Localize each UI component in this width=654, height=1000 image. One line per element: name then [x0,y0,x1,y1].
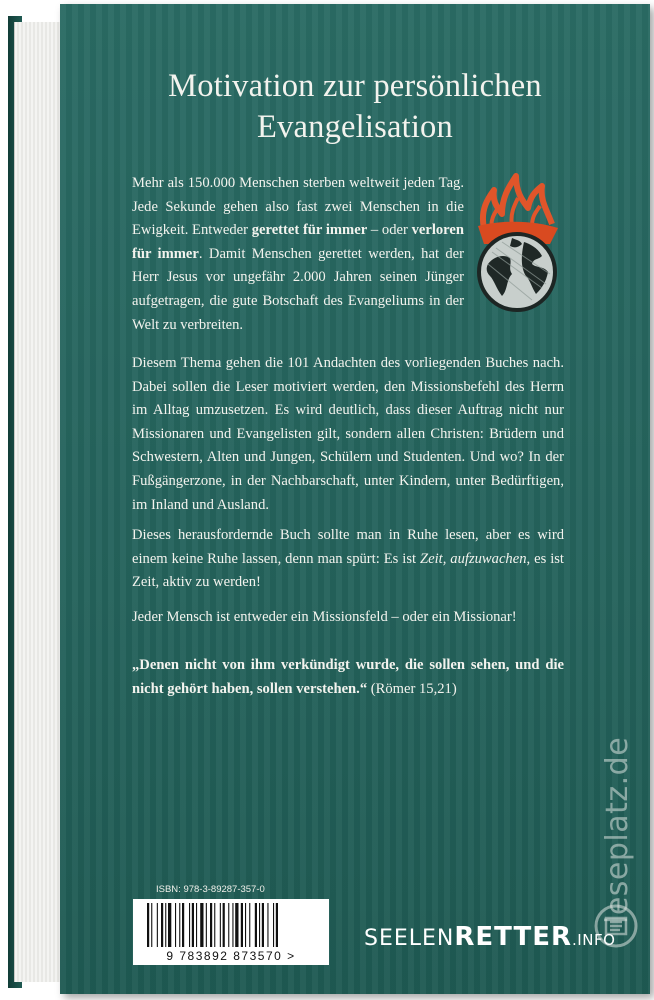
paragraph-challenge [132,524,564,595]
publisher-part-seelen: SEELEN [364,926,455,951]
challenge-text-a: Dieses herausfordernde Buch sollte man in Ruhe lesen, aber es wird einem keine Ruhe lassen, denn man spürt: Es ist [132,527,564,567]
intro-text-c: – oder [367,222,412,239]
intro-bold-saved: gerettet für immer [251,222,368,239]
title-line-2: Evangelisation [257,109,453,145]
title-line-1: Motivation zur persönlichen [168,68,542,104]
isbn-label: ISBN: 978-3-89287-357-0 [156,884,265,895]
publisher-part-info: .INFO [572,931,616,949]
intro-text-a: Mehr als 150.000 Menschen sterben weltweit jeden Tag. Jede Sekunde gehen also fast zwei Menschen in die Ewigkeit. Entweder [132,175,464,239]
publisher-part-retter: RETTER [454,922,573,952]
barcode-bar [179,903,180,947]
barcode-bar [232,903,233,947]
paragraph-intro [132,172,464,337]
paragraph-theme: Diesem Thema gehen die 101 Andachten des vorliegenden Buches nach. Dabei sollen die Leser motiviert werden, den Missionsbefehl des Herrn im Alltag umzusetzen. Es wird deutlich, dass dieser Auftrag nicht nur Missionaren und Evangelisten gilt, sondern allen Christen: Brüdern und Schwestern, Alten und Jungen, Schülern und Studenten. Und wo? In der Fußgängerzone, in der Nachbarschaft, unter Kindern, unter Bedürftigen, im Inland und Ausland. [132,355,564,513]
paragraph-mission-field: Jeder Mensch ist entweder ein Missionsfeld – oder ein Missionar! [132,609,517,625]
barcode-bar [147,903,149,947]
bible-quote [132,654,564,701]
barcode-bar [168,903,171,947]
watermark-text: leseplatz.de [600,736,635,924]
barcode-bar [223,903,225,947]
barcode-bar [245,903,246,947]
barcode-bar [267,903,268,947]
barcode [133,899,329,965]
barcode-bar [276,903,278,947]
barcode-bar [196,903,197,947]
barcode-bar [161,903,163,947]
barcode-bar [206,903,207,947]
barcode-bar [200,903,203,947]
cover-title [60,66,650,148]
barcode-bar [220,903,221,947]
barcode-bar [241,903,243,947]
intro-text-e: . Damit Menschen gerettet werden, hat der Herr Jesus vor ungefähr 2.000 Jahren seinen Jünger aufgetragen, die gute Botschaft des Evangeliums in der Welt zu verbreiten. [132,245,464,333]
barcode-bar [255,903,257,947]
barcode-bar [151,903,152,947]
barcode-bar [157,903,158,947]
barcode-bar [214,903,215,947]
barcode-bar [273,903,274,947]
barcode-bar [165,903,166,947]
barcode-bar [262,903,264,947]
barcode-digits: 9 783892 873570 > [166,949,296,963]
barcode-bar [249,903,250,947]
publisher-logo [364,922,615,952]
barcode-bar [210,903,212,947]
barcode-bar [228,903,229,947]
challenge-text-c: , es ist Zeit, aktiv zu werden! [132,550,564,591]
quote-text: „Denen nicht von ihm verkündigt wurde, die sollen sehen, und die nicht gehört haben, sollen verstehen.“ [132,657,564,697]
barcode-bar [235,903,238,947]
book-back-cover [60,4,650,994]
barcode-bar [182,903,184,947]
quote-reference: (Römer 15,21) [367,680,457,697]
burning-globe-icon [472,168,562,318]
barcode-bars [147,903,315,949]
barcode-bar [189,903,190,947]
barcode-bar [192,903,194,947]
barcode-bar [259,903,260,947]
intro-bold-lost: verloren für immer [132,222,464,262]
barcode-bar [175,903,176,947]
challenge-italic-wake-up: Zeit, aufzuwachen [420,550,527,567]
